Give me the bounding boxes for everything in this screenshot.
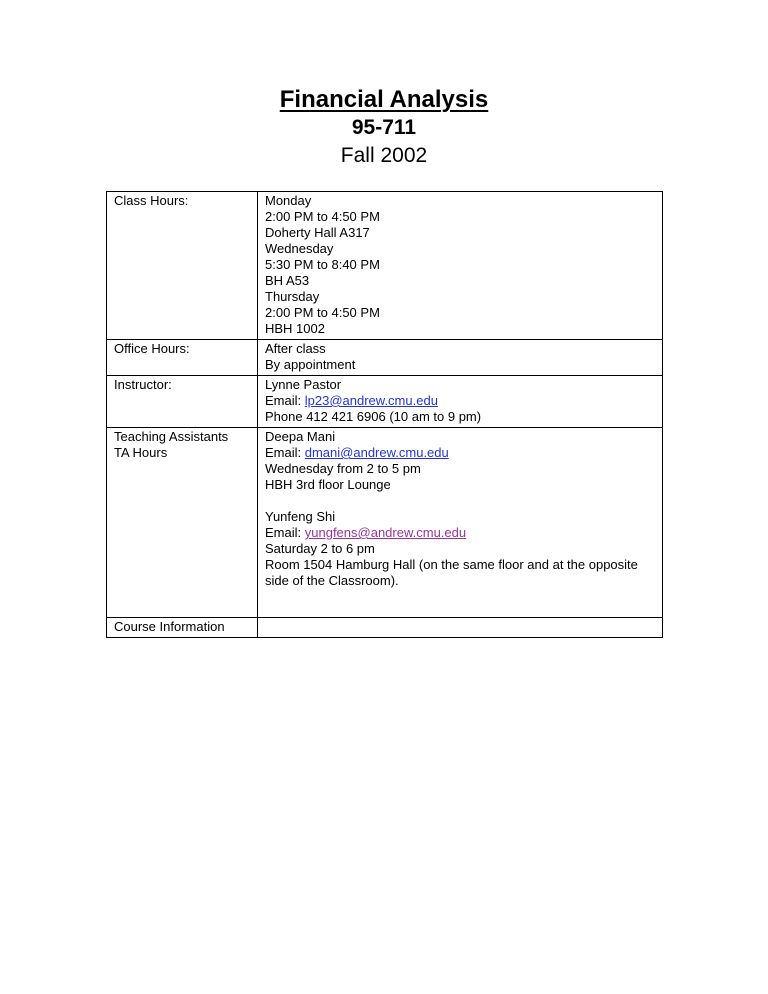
- teaching-assistants-label-cell: [107, 428, 258, 618]
- ta2-hours: Saturday 2 to 6 pm: [265, 541, 375, 556]
- office-hours-label-cell: [107, 340, 258, 376]
- instructor-content-cell: [258, 376, 663, 428]
- ta1-hours: Wednesday from 2 to 5 pm: [265, 461, 421, 476]
- teaching-assistants-content: [265, 429, 656, 615]
- instructor-label-cell: [107, 376, 258, 428]
- instructor-label: Instructor:: [114, 377, 172, 392]
- office-hours-label: Office Hours:: [114, 341, 190, 356]
- teaching-assistants-content-cell: [258, 428, 663, 618]
- class-hours-line: Doherty Hall A317: [265, 225, 370, 240]
- email-label: Email:: [265, 445, 302, 460]
- class-hours-line: BH A53: [265, 273, 310, 288]
- class-hours-label-cell: [107, 192, 258, 340]
- term-label: Fall 2002: [340, 144, 428, 167]
- ta2-location: Room 1504 Hamburg Hall (on the same floor and at the opposite side of the Classroom).: [265, 557, 638, 588]
- spacer-line: [265, 493, 656, 509]
- course-info-table: [106, 191, 663, 638]
- class-hours-line: 2:00 PM to 4:50 PM: [265, 209, 380, 224]
- table-row-instructor: [107, 376, 663, 428]
- class-hours-content-cell: [258, 192, 663, 340]
- instructor-phone: Phone 412 421 6906 (10 am to 9 pm): [265, 409, 482, 424]
- ta1-email-link[interactable]: dmani@andrew.cmu.edu: [304, 445, 449, 460]
- class-hours-line: 5:30 PM to 8:40 PM: [265, 257, 380, 272]
- office-hours-line: After class: [265, 341, 326, 356]
- document-header: [0, 0, 768, 170]
- ta1-email-line: [265, 445, 656, 461]
- email-label: Email:: [265, 525, 302, 540]
- table-row-office-hours: [107, 340, 663, 376]
- class-hours-line: Thursday: [265, 289, 320, 304]
- ta1-location: HBH 3rd floor Lounge: [265, 477, 391, 492]
- office-hours-line: By appointment: [265, 357, 356, 372]
- ta2-email-link[interactable]: yungfens@andrew.cmu.edu: [304, 525, 467, 540]
- table-row-teaching-assistants: [107, 428, 663, 618]
- page-title-text: Financial Analysis: [279, 86, 489, 113]
- course-information-content-cell: [258, 618, 663, 638]
- instructor-email-link[interactable]: lp23@andrew.cmu.edu: [304, 393, 438, 408]
- ta2-email-line: [265, 525, 656, 541]
- table-row-course-information: [107, 618, 663, 638]
- class-hours-line: 2:00 PM to 4:50 PM: [265, 305, 380, 320]
- page-title: [0, 85, 768, 114]
- class-hours-line: Monday: [265, 193, 312, 208]
- ta-hours-label: TA Hours: [114, 445, 168, 460]
- instructor-name: Lynne Pastor: [265, 377, 342, 392]
- course-number: 95-711: [351, 116, 417, 139]
- ta1-name: Deepa Mani: [265, 429, 336, 444]
- course-information-label-cell: [107, 618, 258, 638]
- class-hours-label: Class Hours:: [114, 193, 189, 208]
- class-hours-line: Wednesday: [265, 241, 334, 256]
- class-hours-line: HBH 1002: [265, 321, 325, 336]
- course-information-label: Course Information: [114, 619, 225, 634]
- course-information-content: [265, 619, 656, 633]
- office-hours-content-cell: [258, 340, 663, 376]
- ta2-name: Yunfeng Shi: [265, 509, 336, 524]
- email-label: Email:: [265, 393, 302, 408]
- table-row-class-hours: [107, 192, 663, 340]
- instructor-email-line: [265, 393, 656, 409]
- teaching-assistants-label: Teaching Assistants: [114, 429, 229, 444]
